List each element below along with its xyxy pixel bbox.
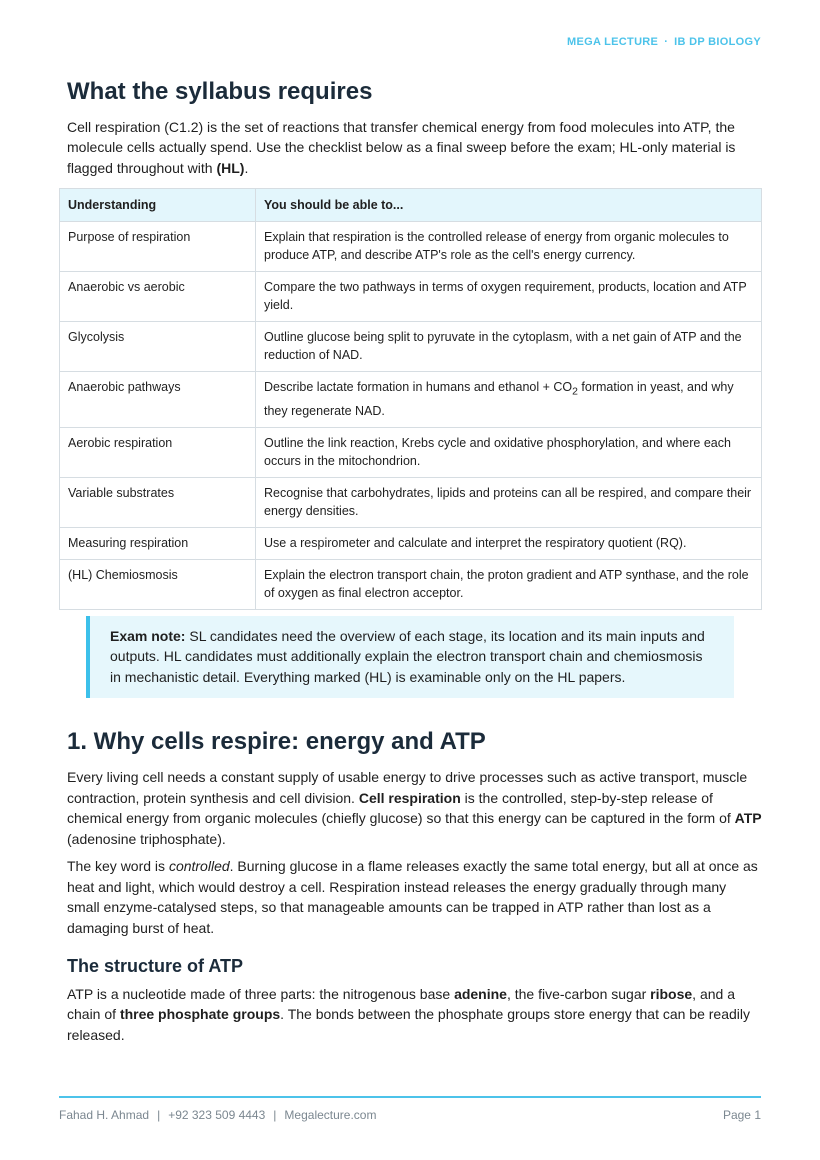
footer-divider (59, 1096, 761, 1098)
page-header (567, 36, 761, 48)
footer-website: Megalecture.com (284, 1108, 377, 1122)
section-1-paragraph-2: The key word is controlled. Burning glucose in a flame releases exactly the same total energy, but all at once as heat and light, which would destroy a cell. Respiration instead releases the energy gradually through many small enzyme-catalysed steps, so that manageable amounts can be trapped in ATP rather than lost as a damaging burst of heat. (67, 858, 758, 936)
syllabus-intro: Cell respiration (C1.2) is the set of reactions that transfer chemical energy from food molecules into ATP, the molecule cells actually spend. Use the checklist below as a final sweep before the exam; HL-only material is flagged throughout with (HL). (67, 118, 736, 176)
understanding-cell: Aerobic respiration (60, 427, 256, 477)
atp-structure-title: The structure of ATP (67, 956, 244, 977)
understanding-cell: Anaerobic vs aerobic (60, 272, 256, 322)
description-cell: Use a respirometer and calculate and interpret the respiratory quotient (RQ). (256, 527, 762, 559)
description-cell: Describe lactate formation in humans and ethanol + $CO_2$ formation in yeast, and why they regenerate NAD. (256, 372, 762, 428)
table-row (60, 222, 762, 272)
brand-name: MEGA LECTURE (567, 36, 659, 48)
page-number: Page 1 (722, 1108, 761, 1122)
description-cell: Explain the electron transport chain, the proton gradient and ATP synthase, and the role of oxygen as final electron acceptor. (256, 559, 762, 609)
understanding-cell: Anaerobic pathways (60, 372, 256, 428)
hl-flag: (HL) (216, 159, 245, 176)
understanding-cell: Variable substrates (60, 477, 256, 527)
description-cell: Outline glucose being split to pyruvate in the cytoplasm, with a net gain of ATP and the reduction of NAD. (256, 322, 762, 372)
description-cell: Explain that respiration is the controlled release of energy from organic molecules to produce ATP, and describe ATP's role as the cell's energy currency. (256, 222, 762, 272)
exam-note-callout (86, 616, 734, 699)
page-content (67, 78, 762, 1052)
column-header-able-to: You should be able to... (256, 189, 762, 222)
exam-note-text: SL candidates need the overview of each stage, its location and its main inputs and outputs. HL candidates must additionally explain the electron transport chain and chemiosmosis in mechanistic detail. Everything marked (HL) is examinable only on the HL papers. (110, 627, 705, 685)
description-cell: Recognise that carbohydrates, lipids and proteins can all be respired, and compare their energy densities. (256, 477, 762, 527)
table-header-row (60, 189, 762, 222)
understanding-cell: Purpose of respiration (60, 222, 256, 272)
exam-note-label: Exam note: (110, 627, 186, 644)
atp-structure-paragraph: ATP is a nucleotide made of three parts: the nitrogenous base adenine, the five-carbon sugar ribose, and a chain of three phosphate groups. The bonds between the phosphate groups store energy that can be readily released. (67, 985, 751, 1043)
footer-phone: +92 323 509 4443 (168, 1108, 266, 1122)
section-1-paragraph-1: Every living cell needs a constant supply of usable energy to drive processes such as active transport, muscle contraction, protein synthesis and cell division. Cell respiration is the controlled, step-by-step release of chemical energy from organic molecules (chiefly glucose) so that this energy can be captured in the form of ATP (adenosine triphosphate). (67, 769, 762, 847)
footer-author: Fahad H. Ahmad (59, 1108, 150, 1122)
syllabus-table (59, 188, 762, 610)
syllabus-title: What the syllabus requires (67, 78, 373, 105)
page-footer: Fahad H. Ahmad | +92 323 509 4443 | Megalecture.com Page 1 (59, 1108, 761, 1122)
understanding-cell: Measuring respiration (60, 527, 256, 559)
subject-name: IB DP BIOLOGY (674, 36, 761, 48)
table-row (60, 322, 762, 372)
header-separator: · (664, 36, 669, 48)
table-row (60, 272, 762, 322)
table-row (60, 372, 762, 428)
table-row (60, 527, 762, 559)
column-header-understanding: Understanding (60, 189, 256, 222)
table-row (60, 477, 762, 527)
subscript-2: 2 (572, 386, 578, 398)
table-row (60, 559, 762, 609)
description-cell: Compare the two pathways in terms of oxygen requirement, products, location and ATP yield. (256, 272, 762, 322)
description-cell: Outline the link reaction, Krebs cycle and oxidative phosphorylation, and where each occurs in the mitochondrion. (256, 427, 762, 477)
understanding-cell: Glycolysis (60, 322, 256, 372)
table-row (60, 427, 762, 477)
understanding-cell: (HL) Chemiosmosis (60, 559, 256, 609)
section-1-title: 1. Why cells respire: energy and ATP (67, 728, 486, 756)
